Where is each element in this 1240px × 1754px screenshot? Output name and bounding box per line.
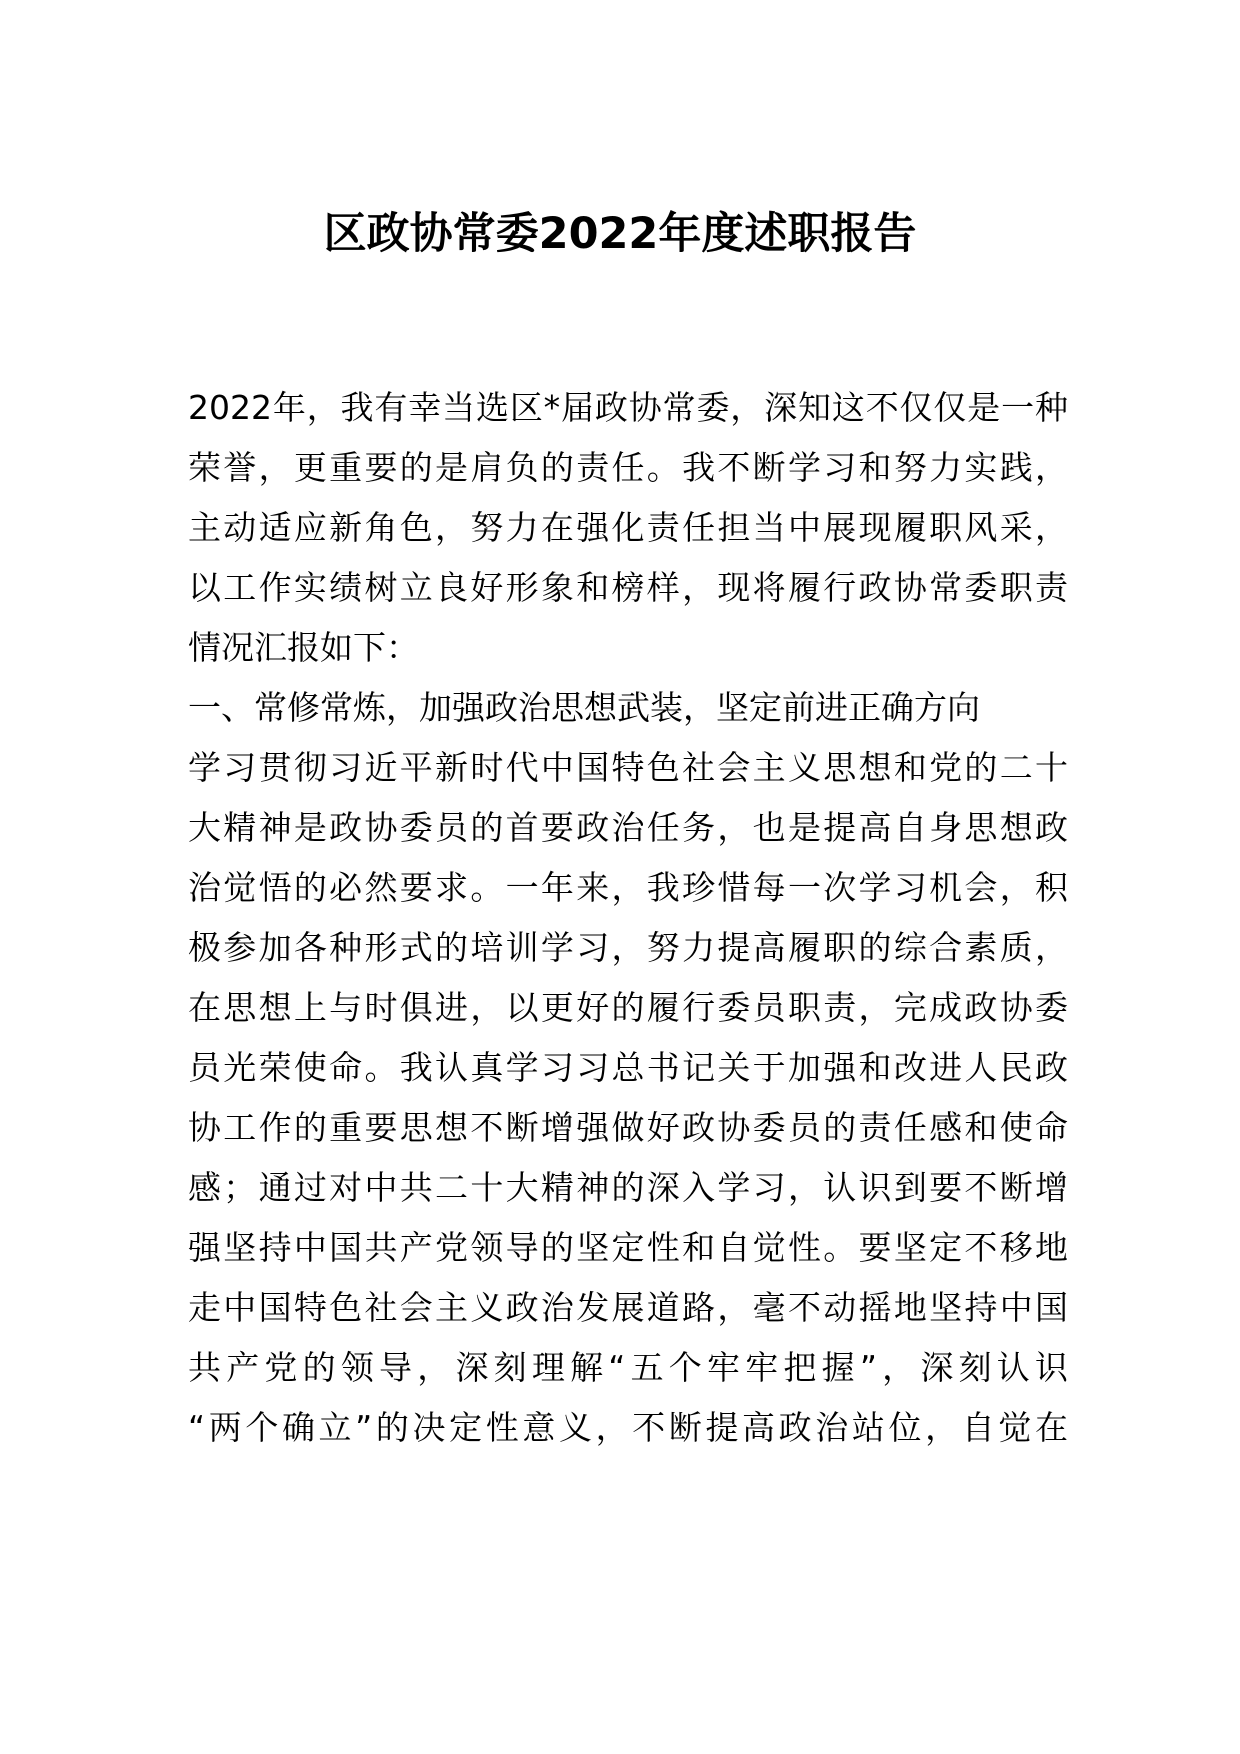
document-title: 区政协常委2022年度述职报告 (323, 209, 917, 259)
paragraph-line: 治觉悟的必然要求。一年来，我珍惜每一次学习机会，积 (188, 868, 1068, 907)
paragraph-line: 2022年，我有幸当选区*届政协常委，深知这不仅仅是一种 (188, 388, 1068, 427)
paragraph-line: 荣誉，更重要的是肩负的责任。我不断学习和努力实践， (188, 448, 1068, 487)
paragraph-line: 共产党的领导，深刻理解“五个牢牢把握”，深刻认识 (188, 1348, 1068, 1387)
paragraph-line: 感；通过对中共二十大精神的深入学习，认识到要不断增 (188, 1168, 1068, 1207)
paragraph-line: 学习贯彻习近平新时代中国特色社会主义思想和党的二十 (188, 748, 1068, 787)
paragraph-line: 情况汇报如下： (188, 628, 419, 667)
paragraph-line: 在思想上与时俱进，以更好的履行委员职责，完成政协委 (188, 988, 1068, 1027)
paragraph-line: 主动适应新角色，努力在强化责任担当中展现履职风采， (188, 508, 1068, 547)
paragraph-line: 以工作实绩树立良好形象和榜样，现将履行政协常委职责 (188, 568, 1068, 607)
paragraph-line: 走中国特色社会主义政治发展道路，毫不动摇地坚持中国 (188, 1288, 1068, 1327)
paragraph-line: 极参加各种形式的培训学习，努力提高履职的综合素质， (188, 928, 1068, 967)
section-heading: 一、常修常炼，加强政治思想武装，坚定前进正确方向 (188, 688, 980, 727)
paragraph-line: 员光荣使命。我认真学习习总书记关于加强和改进人民政 (188, 1048, 1068, 1087)
paragraph-line: 协工作的重要思想不断增强做好政协委员的责任感和使命 (188, 1108, 1068, 1147)
paragraph-line: “两个确立”的决定性意义，不断提高政治站位，自觉在 (188, 1408, 1068, 1447)
paragraph-line: 大精神是政协委员的首要政治任务，也是提高自身思想政 (188, 808, 1068, 847)
paragraph-line: 强坚持中国共产党领导的坚定性和自觉性。要坚定不移地 (188, 1228, 1068, 1267)
